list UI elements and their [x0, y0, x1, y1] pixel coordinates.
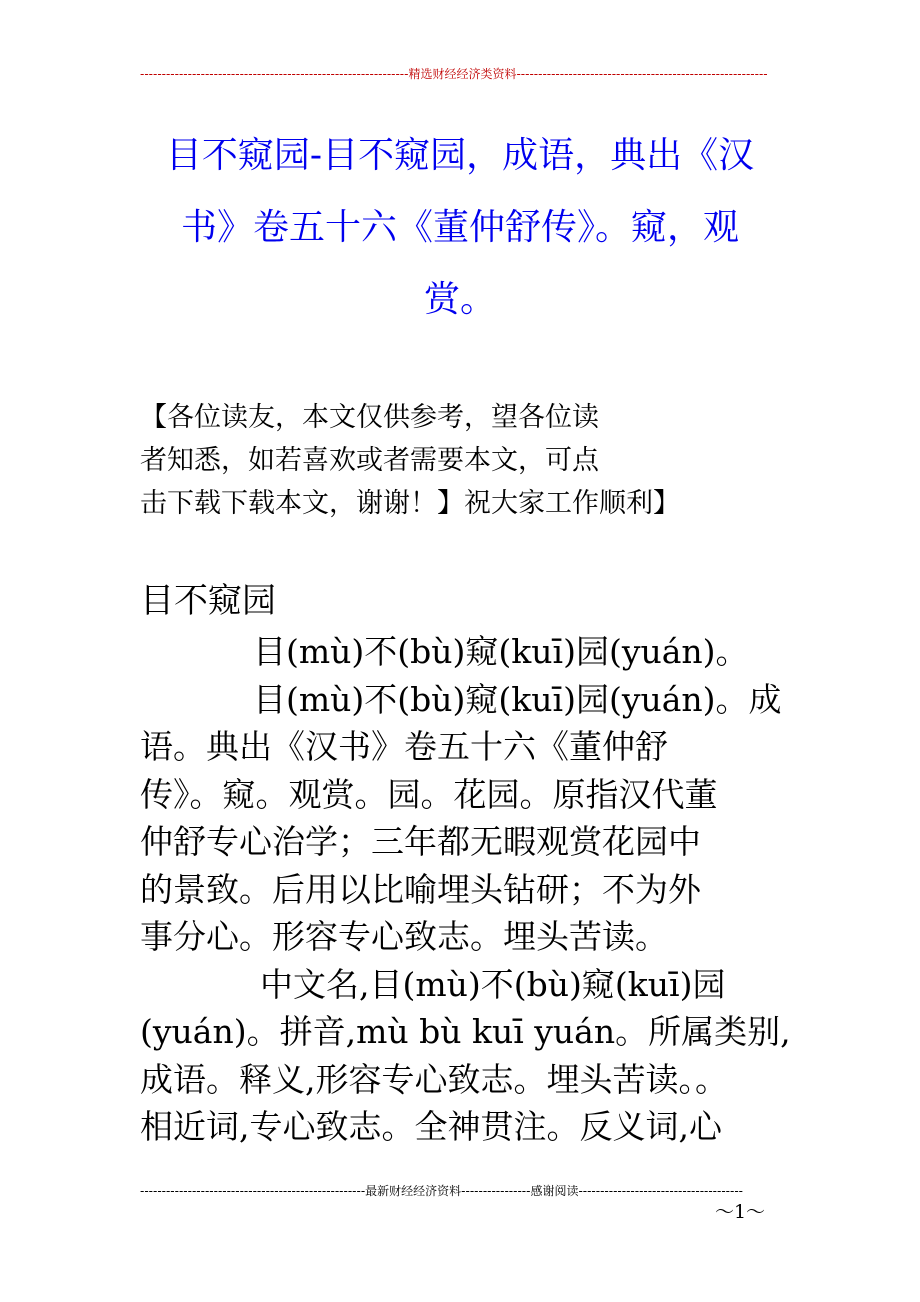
content-line: 中文名,目(mù)不(bù)窥(kuī)园 — [260, 964, 726, 1004]
content-line: 目(mù)不(bù)窥(kuī)园(yuán)。 — [253, 632, 749, 671]
section-title: 目不窥园 — [140, 581, 276, 621]
title-line-3: 赏。 — [423, 279, 496, 320]
title-line-2: 书》卷五十六《董仲舒传》。窥，观 — [180, 207, 739, 248]
header-separator: --------------------------------------------------------------精选财经经济类资料---------------------------------------------------------- — [140, 67, 768, 81]
content-line: 目(mù)不(bù)窥(kuī)园(yuán)。成 — [253, 679, 782, 719]
notice-line-2: 者知悉，如若喜欢或者需要本文，可点 — [140, 445, 599, 476]
title-line-1: 目不窥园-目不窥园，成语，典出《汉 — [165, 135, 755, 176]
content-line: 事分心。形容专心致志。埋头苦读。 — [140, 917, 668, 956]
body-content — [140, 628, 791, 1151]
footer-separator: ----------------------------------------------------最新财经经济资料----------------感谢阅读-------------------------------------- — [140, 1184, 743, 1198]
content-line: 语。典出《汉书》卷五十六《董仲舒 — [140, 727, 668, 766]
content-line: 成语。释义,形容专心致志。埋头苦读。。 — [140, 1059, 728, 1099]
content-line: 的景致。后用以比喻埋头钻研；不为外 — [140, 869, 701, 909]
notice-line-1: 【各位读友，本文仅供参考，望各位读 — [140, 402, 599, 433]
reader-notice — [140, 396, 740, 525]
content-line: 仲舒专心治学；三年都无暇观赏花园中 — [140, 822, 701, 861]
content-line: 传》。窥。观赏。园。花园。原指汉代董 — [140, 774, 718, 814]
page-number: ～1～ — [714, 1201, 766, 1223]
notice-line-3: 击下载下载本文，谢谢！】祝大家工作顺利】 — [140, 488, 680, 519]
content-line: (yuán)。拼音,mù bù kuī yuán。所属类别, — [140, 1012, 791, 1051]
document-title — [140, 120, 780, 336]
content-line: 相近词,专心致志。全神贯注。反义词,心 — [140, 1107, 722, 1146]
